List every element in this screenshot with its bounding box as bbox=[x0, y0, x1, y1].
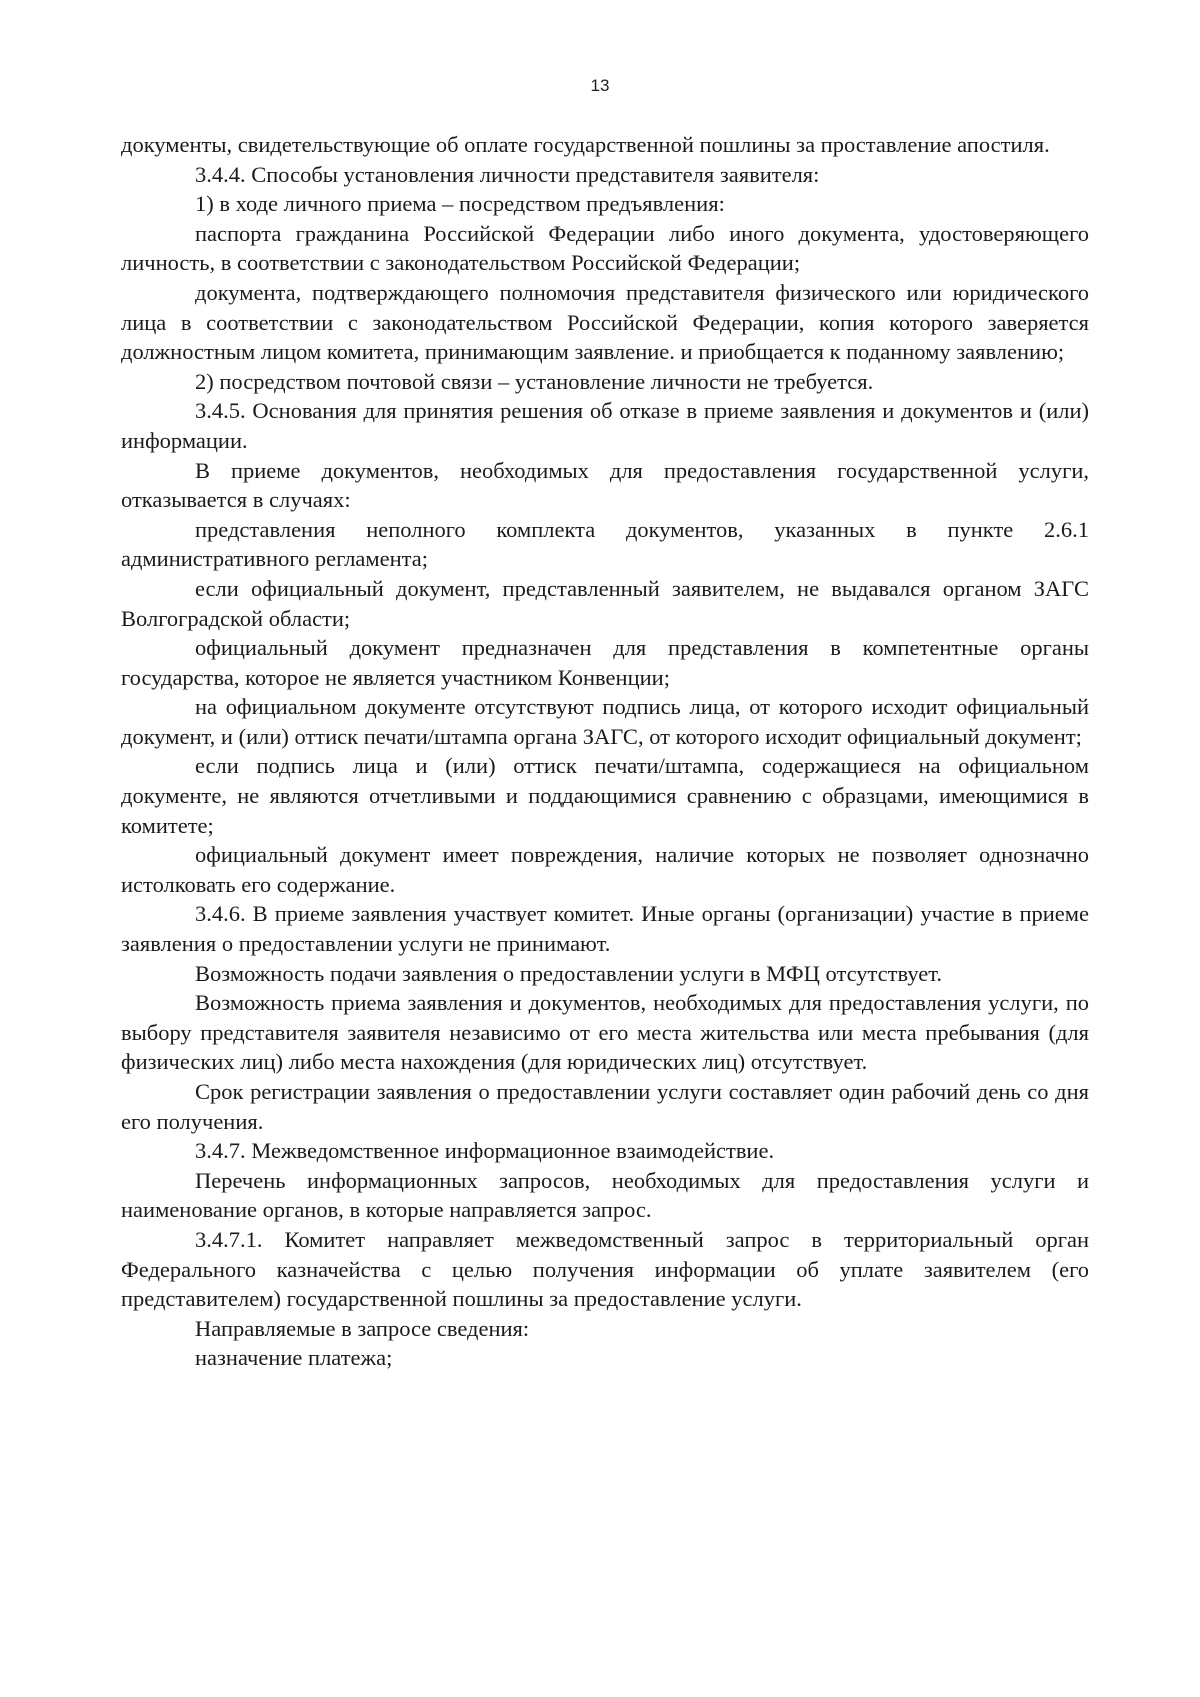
paragraph-3-4-5-heading: 3.4.5. Основания для принятия решения об отказе в приеме заявления и документов и (или) информации. bbox=[121, 398, 1089, 453]
paragraph-extraterritorial: Возможность приема заявления и документов, необходимых для предоставления услуги, по выбору представителя заявителя независимо от его места жительства или места пребывания (для физических лиц) либо места нахождения (для юридических лиц) отсутствует. bbox=[121, 990, 1089, 1075]
document-body bbox=[121, 130, 1089, 1373]
page-number: 13 bbox=[590, 76, 610, 95]
paragraph-refusal-intro: В приеме документов, необходимых для предоставления государственной услуги, отказывается в случаях: bbox=[121, 457, 1089, 513]
paragraph-mfc: Возможность подачи заявления о предоставлении услуги в МФЦ отсутствует. bbox=[195, 960, 943, 986]
paragraph-incomplete-set: представления неполного комплекта документов, указанных в пункте 2.6.1 административного регламента; bbox=[121, 516, 1089, 572]
paragraph-not-convention: официальный документ предназначен для представления в компетентные органы государства, которое не является участником Конвенции; bbox=[121, 635, 1089, 690]
paragraph-fee-documents: документы, свидетельствующие об оплате государственной пошлины за проставление апостиля. bbox=[121, 132, 1050, 157]
paragraph-3-4-6: 3.4.6. В приеме заявления участвует комитет. Иные органы (организации) участие в приеме заявления о предоставлении услуги не принимают. bbox=[121, 901, 1089, 957]
paragraph-authority-document: документа, подтверждающего полномочия представителя физического или юридического лица в соответствии с законодательством Российской Федерации, копия которого заверяется должностным лицом комитета, принимающим заявление. и приобщается к поданному заявлению; bbox=[121, 279, 1089, 365]
paragraph-payment-purpose: назначение платежа; bbox=[195, 1345, 393, 1371]
paragraph-3-4-4-heading: 3.4.4. Способы установления личности представителя заявителя: bbox=[195, 161, 820, 187]
paragraph-illegible-signature: если подпись лица и (или) оттиск печати/штампа, содержащиеся на официальном документе, не являются отчетливыми и поддающимися сравнению с образцами, имеющимися в комитете; bbox=[121, 753, 1089, 838]
paragraph-registration-term: Срок регистрации заявления о предоставлении услуги составляет один рабочий день со дня его получения. bbox=[121, 1079, 1089, 1134]
paragraph-3-4-7-heading: 3.4.7. Межведомственное информационное взаимодействие. bbox=[195, 1138, 775, 1164]
paragraph-not-issued: если официальный документ, представленный заявителем, не выдавался органом ЗАГС Волгоградской области; bbox=[121, 575, 1089, 631]
paragraph-passport: паспорта гражданина Российской Федерации либо иного документа, удостоверяющего личность, в соответствии с законодательством Российской Федерации; bbox=[121, 220, 1089, 276]
paragraph-missing-signature: на официальном документе отсутствуют подпись лица, от которого исходит официальный документ, и (или) оттиск печати/штампа органа ЗАГС, от которого исходит официальный документ; bbox=[121, 694, 1089, 749]
paragraph-postal: 2) посредством почтовой связи – установление личности не требуется. bbox=[195, 368, 874, 394]
paragraph-request-list: Перечень информационных запросов, необходимых для предоставления услуги и наименование органов, в которые направляется запрос. bbox=[121, 1167, 1089, 1223]
paragraph-damaged-document: официальный документ имеет повреждения, наличие которых не позволяет однозначно истолковать его содержание. bbox=[121, 842, 1089, 897]
paragraph-personal-reception: 1) в ходе личного приема – посредством предъявления: bbox=[195, 191, 725, 217]
paragraph-request-info: Направляемые в запросе сведения: bbox=[195, 1315, 530, 1341]
paragraph-3-4-7-1: 3.4.7.1. Комитет направляет межведомственный запрос в территориальный орган Федерального казначейства с целью получения информации об уплате заявителем (его представителем) государственной пошлины за предоставление услуги. bbox=[121, 1226, 1089, 1312]
